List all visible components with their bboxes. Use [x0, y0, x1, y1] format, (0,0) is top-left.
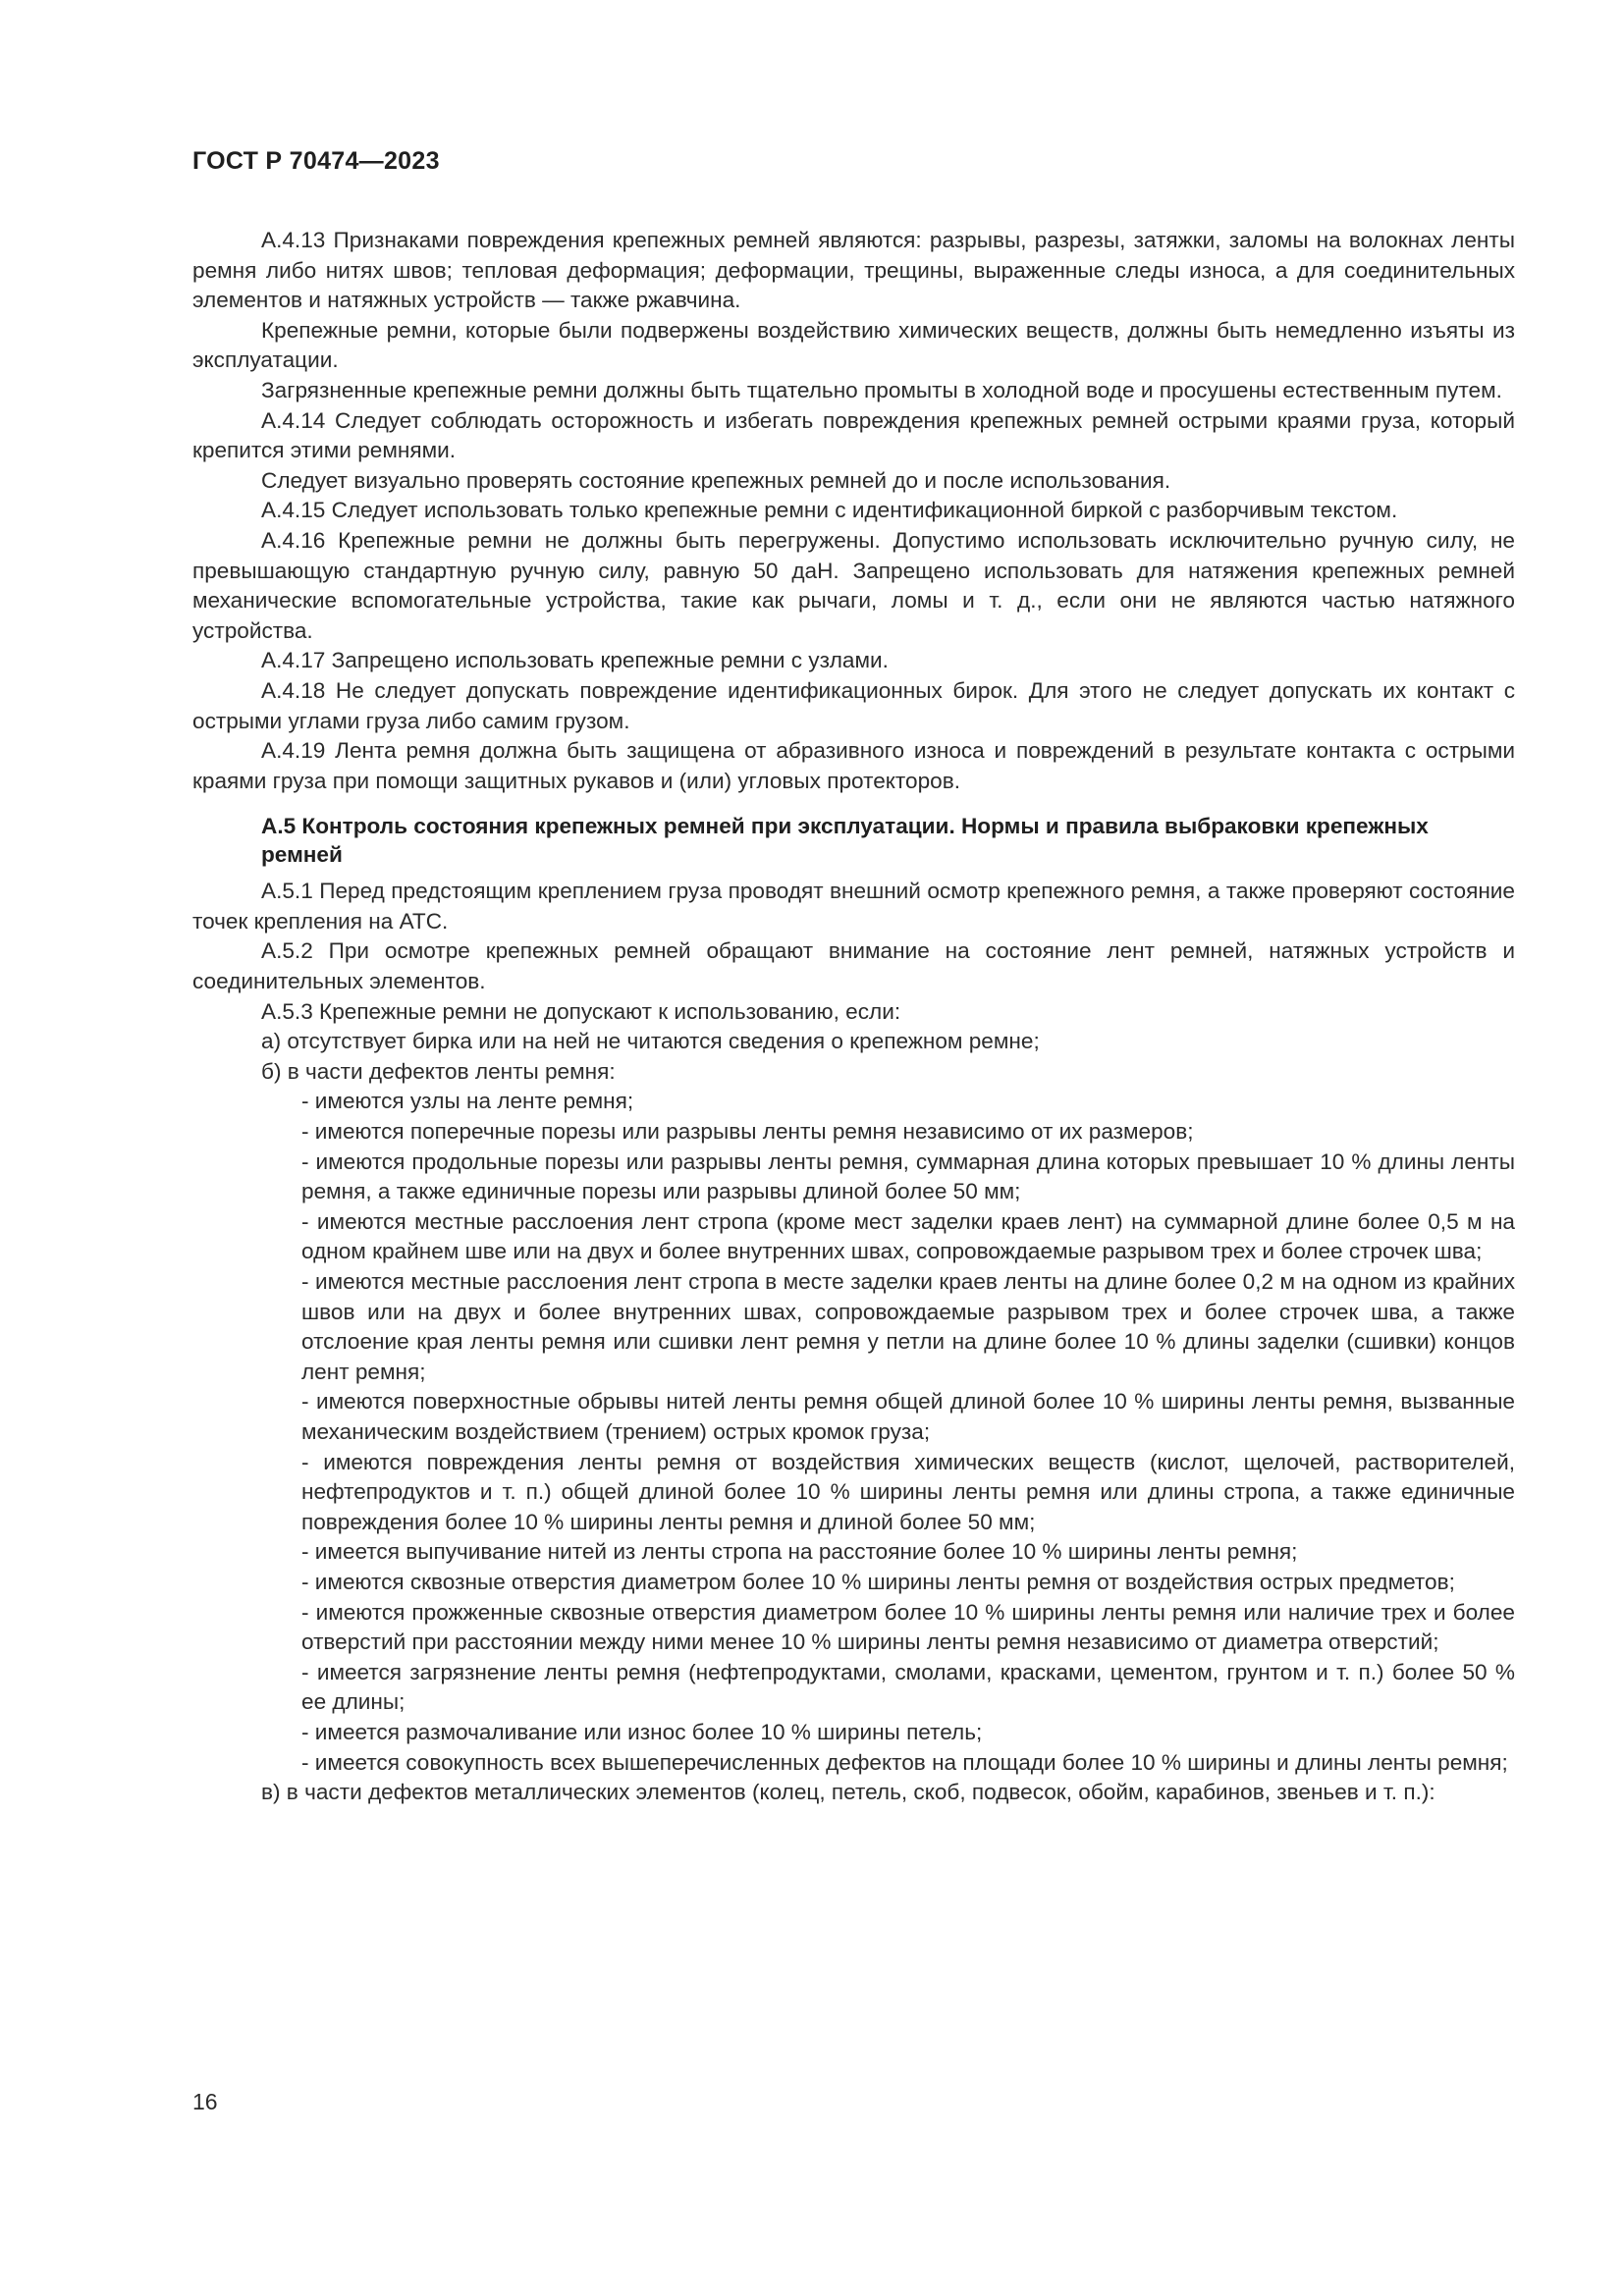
paragraph-a4-17: А.4.17 Запрещено использовать крепежные ремни с узлами. [261, 648, 889, 673]
dash-item: - имеется загрязнение ленты ремня (нефтепродуктами, смолами, красками, цементом, грунтом и т. п.) более 50 % ее длины; [301, 1659, 1515, 1715]
paragraph-dirty: Загрязненные крепежные ремни должны быть тщательно промыты в холодной воде и просушены естественным путем. [261, 377, 1502, 402]
section-heading-a5: А.5 Контроль состояния крепежных ремней при эксплуатации. Нормы и правила выбраковки крепежных ремней [261, 814, 1429, 868]
paragraph-visual-check: Следует визуально проверять состояние крепежных ремней до и после использования. [261, 467, 1171, 493]
document-header: ГОСТ Р 70474—2023 [192, 147, 440, 175]
dash-item: - имеются поперечные порезы или разрывы ленты ремня независимо от их размеров; [301, 1119, 1194, 1145]
list-item-a: а) отсутствует бирка или на ней не читаются сведения о крепежном ремне; [261, 1029, 1040, 1054]
list-item-b: б) в части дефектов ленты ремня: [261, 1058, 616, 1084]
dash-item: - имеются повреждения ленты ремня от воздействия химических веществ (кислот, щелочей, растворителей, нефтепродуктов и т. п.) общей длиной более 10 % ширины ленты ремня или длины стропа, а также единичные повреждения более 10 % ширины ленты ремня и длиной более 50 мм; [301, 1449, 1515, 1534]
list-item-v: в) в части дефектов металлических элементов (колец, петель, скоб, подвесок, обойм, карабинов, звеньев и т. п.): [261, 1780, 1435, 1805]
paragraph-a5-2: А.5.2 При осмотре крепежных ремней обращают внимание на состояние лент ремней, натяжных устройств и соединительных элементов. [192, 938, 1515, 994]
dash-item: - имеется размочаливание или износ более 10 % ширины петель; [301, 1719, 983, 1744]
dash-item: - имеется совокупность всех вышеперечисленных дефектов на площади более 10 % ширины и длины ленты ремня; [301, 1749, 1508, 1775]
paragraph-a4-13: А.4.13 Признаками повреждения крепежных ремней являются: разрывы, разрезы, затяжки, заломы на волокнах ленты ремня либо нитях швов; тепловая деформация; деформации, трещины, выраженные следы износа, а для соединительных элементов и натяжных устройств — также ржавчина. [192, 228, 1515, 313]
dash-item: - имеется выпучивание нитей из ленты стропа на расстояние более 10 % ширины ленты ремня; [301, 1539, 1298, 1565]
dash-item: - имеются сквозные отверстия диаметром более 10 % ширины ленты ремня от воздействия острых предметов; [301, 1569, 1455, 1594]
paragraph-chemical: Крепежные ремни, которые были подвержены воздействию химических веществ, должны быть немедленно изъяты из эксплуатации. [192, 317, 1515, 373]
dash-item: - имеются местные расслоения лент стропа в месте заделки краев ленты на длине более 0,2 м на одном из крайних швов или на двух и более внутренних швах, сопровождаемые разрывом трех и более строчек шва, а также отслоение края ленты ремня или сшивки лент ремня у петли на длине более 10 % длины заделки (сшивки) концов лент ремня; [301, 1269, 1515, 1384]
dash-item: - имеются прожженные сквозные отверстия диаметром более 10 % ширины ленты ремня или наличие трех и более отверстий при расстоянии между ними менее 10 % ширины ленты ремня независимо от диаметра отверстий; [301, 1599, 1515, 1655]
paragraph-a5-3: А.5.3 Крепежные ремни не допускают к использованию, если: [261, 998, 901, 1024]
dash-item: - имеются поверхностные обрывы нитей ленты ремня общей длиной более 10 % ширины ленты ремня, вызванные механическим воздействием (трением) острых кромок груза; [301, 1389, 1515, 1444]
paragraph-a4-14: А.4.14 Следует соблюдать осторожность и избегать повреждения крепежных ремней острыми краями груза, который крепится этими ремнями. [192, 407, 1515, 463]
paragraph-a4-16: А.4.16 Крепежные ремни не должны быть перегружены. Допустимо использовать исключительно ручную силу, не превышающую стандартную ручную силу, равную 50 даН. Запрещено использовать для натяжения крепежных ремней механические вспомогательные устройства, такие как рычаги, ломы и т. д., если они не являются частью натяжного устройства. [192, 527, 1515, 643]
paragraph-a4-15: А.4.15 Следует использовать только крепежные ремни с идентификационной биркой с разборчивым текстом. [261, 498, 1398, 523]
dash-item: - имеются местные расслоения лент стропа (кроме мест заделки краев лент) на суммарной длине более 0,5 м на одном крайнем шве или на двух и более внутренних швах, сопровождаемые разрывом трех и более строчек шва; [301, 1208, 1515, 1264]
dash-item: - имеются узлы на ленте ремня; [301, 1089, 634, 1114]
paragraph-a4-19: А.4.19 Лента ремня должна быть защищена от абразивного износа и повреждений в результате контакта с острыми краями груза при помощи защитных рукавов и (или) угловых протекторов. [192, 738, 1515, 793]
document-body [192, 226, 1515, 1808]
paragraph-a5-1: А.5.1 Перед предстоящим креплением груза проводят внешний осмотр крепежного ремня, а также проверяют состояние точек крепления на АТС. [192, 879, 1515, 934]
paragraph-a4-18: А.4.18 Не следует допускать повреждение идентификационных бирок. Для этого не следует допускать их контакт с острыми углами груза либо самим грузом. [192, 677, 1515, 733]
dash-item: - имеются продольные порезы или разрывы ленты ремня, суммарная длина которых превышает 10 % длины ленты ремня, а также единичные порезы или разрывы длиной более 50 мм; [301, 1148, 1515, 1204]
page-number: 16 [192, 2089, 218, 2114]
